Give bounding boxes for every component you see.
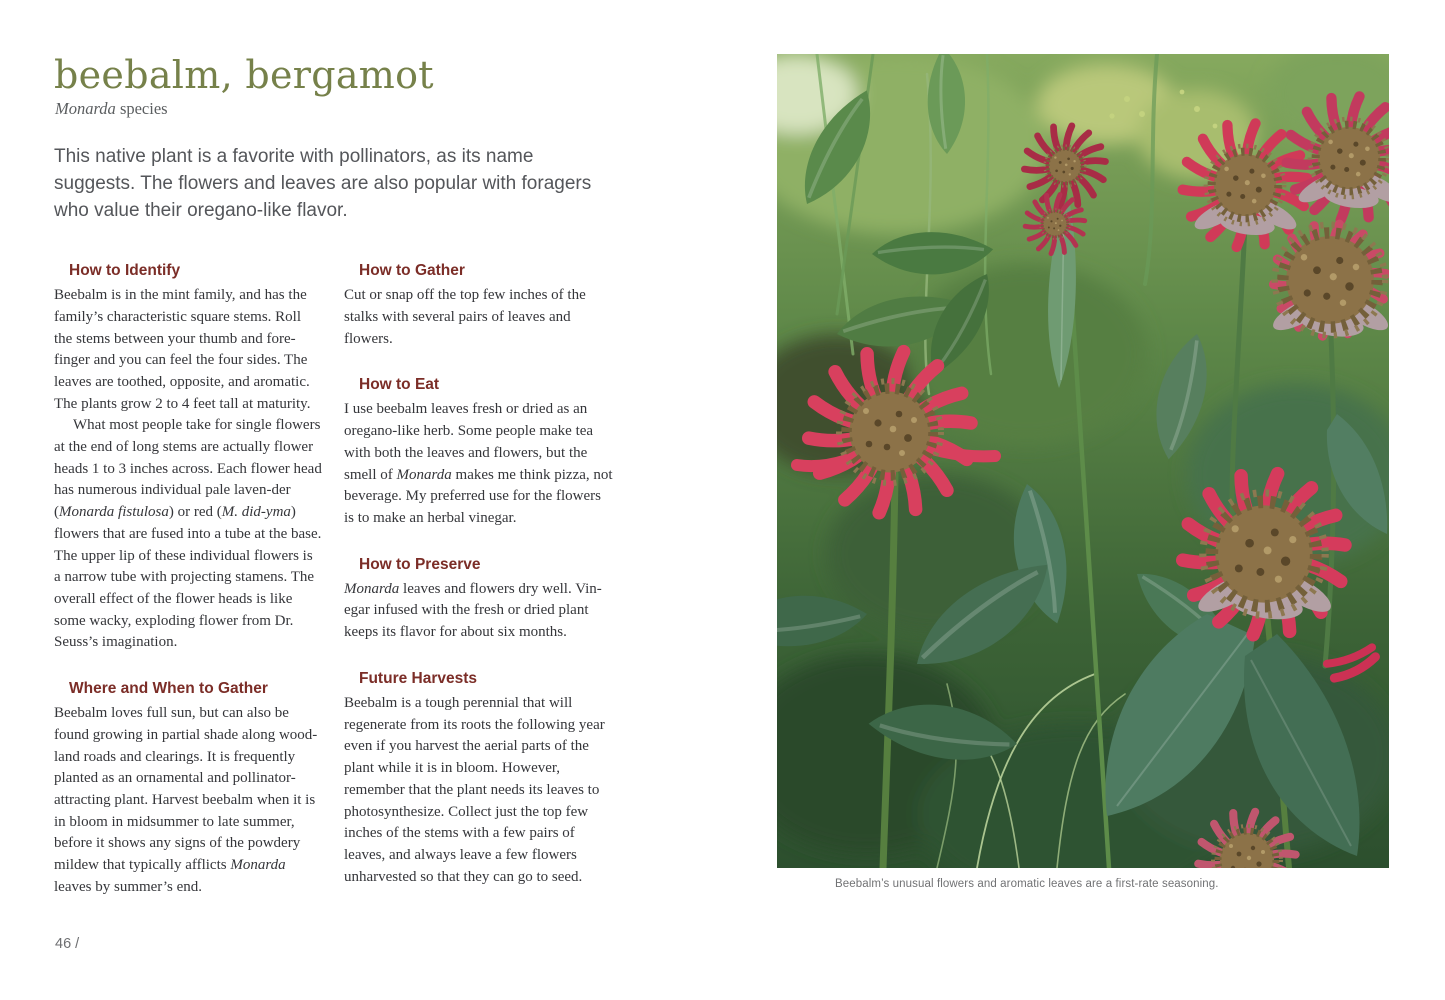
left-column <box>54 261 323 899</box>
heading-future-harvests: Future Harvests <box>359 669 478 687</box>
page-number: 46 / <box>55 936 80 952</box>
species-genus: Monarda <box>55 99 116 118</box>
beebalm-photo <box>777 54 1389 868</box>
heading-how-to-identify: How to Identify <box>69 262 181 279</box>
intro-paragraph: This native plant is a favorite with pollinators, as its name suggests. The flowers and leaves are also popular with foragers who value their oregano-like flavor. <box>54 146 592 221</box>
heading-how-to-gather: How to Gather <box>359 262 465 279</box>
species-word: species <box>115 99 168 118</box>
beebalm-photo-illustration <box>777 54 1389 868</box>
species-subtitle <box>55 99 168 119</box>
article-columns <box>54 261 614 899</box>
eat-paragraph: I use beebalm leaves fresh or dried as an oregano-like herb. Some people make tea with both the leaves and flowers, but the smell of Monarda makes me think pizza, not beverage. My preferred use for the flowers is to make an herbal vinegar. <box>344 401 613 526</box>
identify-paragraph-1: Beebalm is in the mint family, and has the family’s characteristic square stems. Roll the stems between your thumb and fore-finger and you can feel the four sides. The leaves are toothed, opposite, and aromatic. The plants grow 2 to 4 feet tall at maturity. <box>54 287 311 412</box>
right-column <box>344 261 613 899</box>
page-title: beebalm, bergamot <box>54 53 434 97</box>
heading-how-to-preserve: How to Preserve <box>359 555 481 573</box>
future-harvests-paragraph: Beebalm is a tough perennial that will regenerate from its roots the following year even if you harvest the aerial parts of the plant while it is in bloom. However, remember that the plant needs its leaves to photosynthesize. Collect just the top few inches of the stems with a few pairs of leaves, and always leave a few flowers unharvested so that they can go to seed. <box>344 695 605 885</box>
heading-how-to-eat: How to Eat <box>359 376 440 394</box>
heading-where-when-gather: Where and When to Gather <box>69 680 268 698</box>
identify-paragraph-2: What most people take for single flowers at the end of long stems are actually flower heads 1 to 3 inches across. Each flower head has numerous individual pale laven-der (Monarda fistulosa) or red (M. did-yma) flowers that are fused into a tube at the base. The upper lip of these individual flowers is a narrow tube with projecting stamens. The overall effect of the flower heads is like some wacky, exploding flower from Dr. Seuss’s imagination. <box>54 417 322 651</box>
photo-caption: Beebalm’s unusual flowers and aromatic leaves are a first-rate seasoning. <box>835 878 1219 890</box>
preserve-paragraph: Monarda leaves and flowers dry well. Vin-egar infused with the fresh or dried plant keeps its flavor for about six months. <box>344 580 602 641</box>
where-when-paragraph: Beebalm loves full sun, but can also be found growing in partial shade along wood-land roads and clearings. It is frequently planted as an ornamental and pollinator-attracting plant. Harvest beebalm when it is in bloom in midsummer to late summer, before it shows any signs of the powdery mildew that typically afflicts Monarda leaves by summer’s end. <box>54 705 318 895</box>
gather-paragraph: Cut or snap off the top few inches of the stalks with several pairs of leaves and flowers. <box>344 287 586 347</box>
